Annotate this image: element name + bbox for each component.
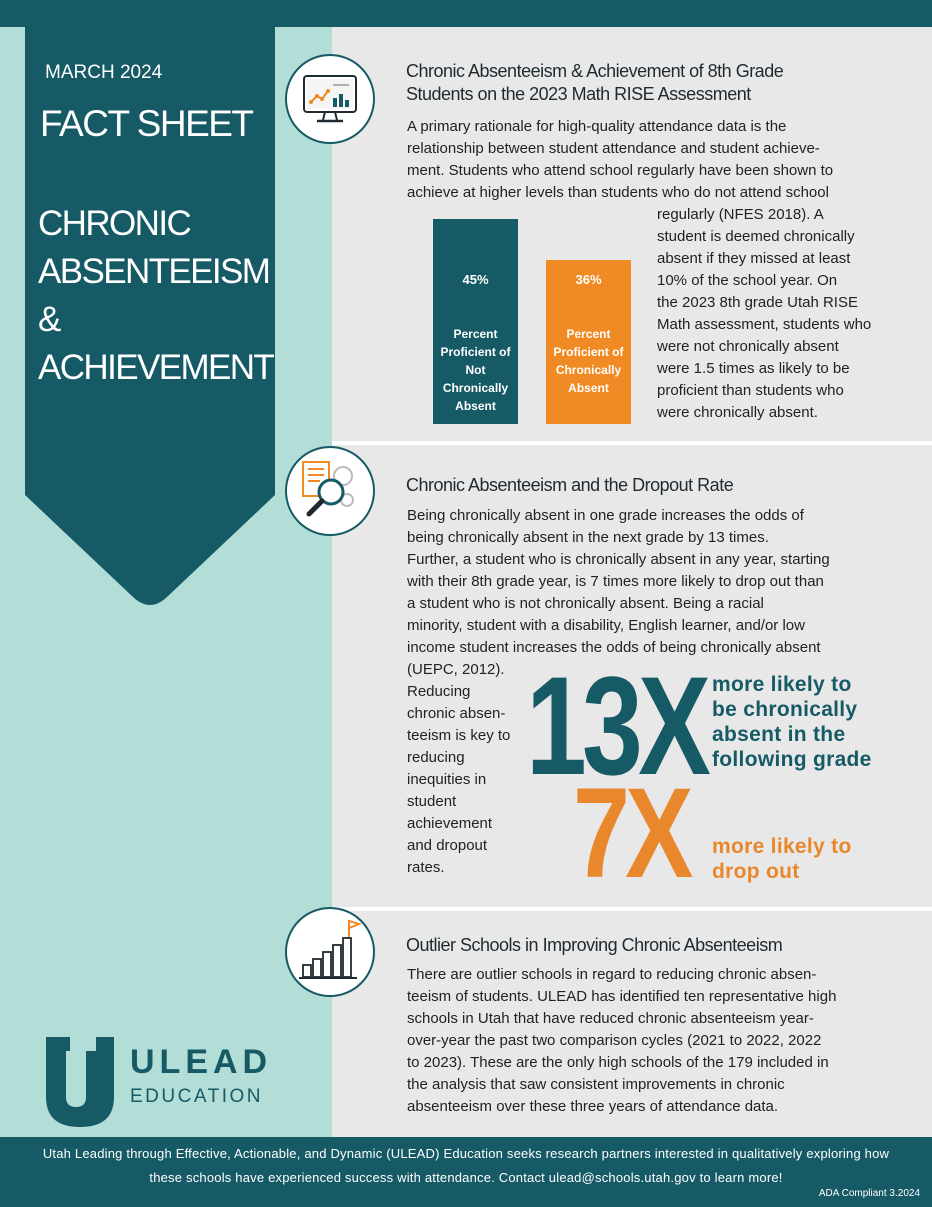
text-line: teeism is key to xyxy=(407,727,511,744)
text-line: proficient than students who xyxy=(657,382,844,399)
ada-compliance-note: ADA Compliant 3.2024 xyxy=(818,1188,920,1199)
bar-category-label-line: Percent xyxy=(566,327,611,341)
text-line: were chronically absent. xyxy=(657,404,818,421)
text-line: income student increases the odds of being chronically absent xyxy=(407,639,821,656)
section1-paragraph-side xyxy=(657,204,917,424)
caption-line: absent in the xyxy=(712,723,846,746)
text-line: Being chronically absent in one grade increases the odds of xyxy=(407,507,804,524)
text-line: regularly (NFES 2018). A xyxy=(657,206,824,223)
bar-not-chronically-absent xyxy=(433,219,518,424)
bar-category-label-line: Chronically xyxy=(442,381,509,395)
text-line: (UEPC, 2012). xyxy=(407,661,505,678)
text-line: There are outlier schools in regard to reducing chronic absen- xyxy=(407,966,817,983)
bar-category-label-line: Proficient of xyxy=(440,345,511,359)
text-line: absenteeism over these three years of attendance data. xyxy=(407,1098,779,1115)
text-line: Reducing xyxy=(407,683,471,700)
text-line: A primary rationale for high-quality attendance data is the xyxy=(407,118,787,135)
text-line: to 2023). These are the only high schools of the 179 included in xyxy=(407,1054,829,1071)
text-line: absent if they missed at least xyxy=(657,250,851,267)
bar-category-label-line: Not xyxy=(465,363,486,377)
footer-line: Utah Leading through Effective, Actionable, and Dynamic (ULEAD) Education seeks research partners interested in qualitatively exploring how xyxy=(42,1146,890,1161)
section1-paragraph xyxy=(407,116,897,204)
bar-value-label: 36% xyxy=(575,272,602,287)
banner-title xyxy=(38,200,274,392)
section3-title: Outlier Schools in Improving Chronic Absenteeism xyxy=(406,935,783,955)
text-line: relationship between student attendance and student achieve- xyxy=(407,140,820,157)
section1-title-line: Students on the 2023 Math RISE Assessment xyxy=(406,84,751,104)
text-line: teeism of students. ULEAD has identified ten representative high xyxy=(407,988,837,1005)
top-bar xyxy=(0,0,932,27)
section2-title: Chronic Absenteeism and the Dropout Rate xyxy=(406,475,734,495)
caption-line: more likely to xyxy=(712,673,852,696)
text-line: with their 8th grade year, is 7 times more likely to drop out than xyxy=(407,573,824,590)
text-line: schools in Utah that have reduced chronic absenteeism year- xyxy=(407,1010,814,1027)
caption-line: following grade xyxy=(712,748,872,771)
growth-bars-flag-icon xyxy=(285,907,375,997)
bar-category-label-line: Chronically xyxy=(555,363,622,377)
document-magnifier-icon xyxy=(285,446,375,536)
text-line: being chronically absent in the next grade by 13 times. xyxy=(407,529,769,546)
text-line: the 2023 8th grade Utah RISE xyxy=(657,294,858,311)
text-line: Further, a student who is chronically absent in any year, starting xyxy=(407,551,830,568)
text-line: Math assessment, students who xyxy=(657,316,872,333)
footer-line: these schools have experienced success with attendance. Contact ulead@schools.utah.gov to learn more! xyxy=(149,1170,783,1185)
text-line: achievement xyxy=(407,815,493,832)
text-line: chronic absen- xyxy=(407,705,506,722)
stat-7x-caption xyxy=(712,834,852,884)
bar-category-label xyxy=(546,325,631,397)
bar-category-label-line: Absent xyxy=(455,399,496,413)
banner-kind: FACT SHEET xyxy=(40,103,253,144)
section1-title xyxy=(406,60,906,106)
text-line: were not chronically absent xyxy=(657,338,839,355)
text-line: over-year the past two comparison cycles (2021 to 2022, 2022 xyxy=(407,1032,822,1049)
logo-subtitle: EDUCATION xyxy=(130,1086,263,1107)
stat-7x: 7X xyxy=(573,762,689,905)
bar-value-label: 45% xyxy=(462,272,489,287)
section2-paragraph-side xyxy=(407,681,527,879)
section1-title-line: Chronic Absenteeism & Achievement of 8th Grade xyxy=(406,61,784,81)
ulead-logo xyxy=(40,1035,120,1130)
monitor-chart-icon xyxy=(285,54,375,144)
text-line: 10% of the school year. On xyxy=(657,272,838,289)
text-line: were 1.5 times as likely to be xyxy=(657,360,850,377)
stat-13x: 13X xyxy=(526,647,707,804)
caption-line: more likely to xyxy=(712,835,852,858)
caption-line: be chronically xyxy=(712,698,858,721)
text-line: the analysis that saw consistent improvements in chronic xyxy=(407,1076,785,1093)
text-line: rates. xyxy=(407,859,445,876)
bar-category-label-line: Percent xyxy=(453,327,498,341)
caption-line: drop out xyxy=(712,860,800,883)
text-line: a student who is not chronically absent. Being a racial xyxy=(407,595,764,612)
text-line: minority, student with a disability, English learner, and/or low xyxy=(407,617,805,634)
footer-text xyxy=(40,1142,892,1190)
text-line: ment. Students who attend school regularly have been shown to xyxy=(407,162,834,179)
banner-title-line: CHRONIC xyxy=(38,204,191,243)
text-line: reducing xyxy=(407,749,465,766)
text-line: inequities in xyxy=(407,771,487,788)
banner-date: MARCH 2024 xyxy=(45,62,163,83)
bar-chronically-absent xyxy=(546,260,631,424)
banner-title-line: ABSENTEEISM & xyxy=(38,252,270,339)
bar-category-label-line: Absent xyxy=(568,381,609,395)
bar-category-label-line: Proficient of xyxy=(553,345,624,359)
ulead-logo-mark xyxy=(40,1035,120,1130)
text-line: achieve at higher levels than students who do not attend school xyxy=(407,184,829,201)
logo-wordmark: ULEAD xyxy=(130,1043,273,1081)
stat-13x-caption xyxy=(712,672,872,772)
text-line: student xyxy=(407,793,457,810)
text-line: and dropout xyxy=(407,837,488,854)
section-divider xyxy=(332,907,932,911)
section3-paragraph xyxy=(407,964,897,1118)
section-divider xyxy=(332,441,932,445)
text-line: student is deemed chronically xyxy=(657,228,855,245)
banner-title-line: ACHIEVEMENT xyxy=(38,348,274,387)
bar-category-label xyxy=(433,325,518,415)
